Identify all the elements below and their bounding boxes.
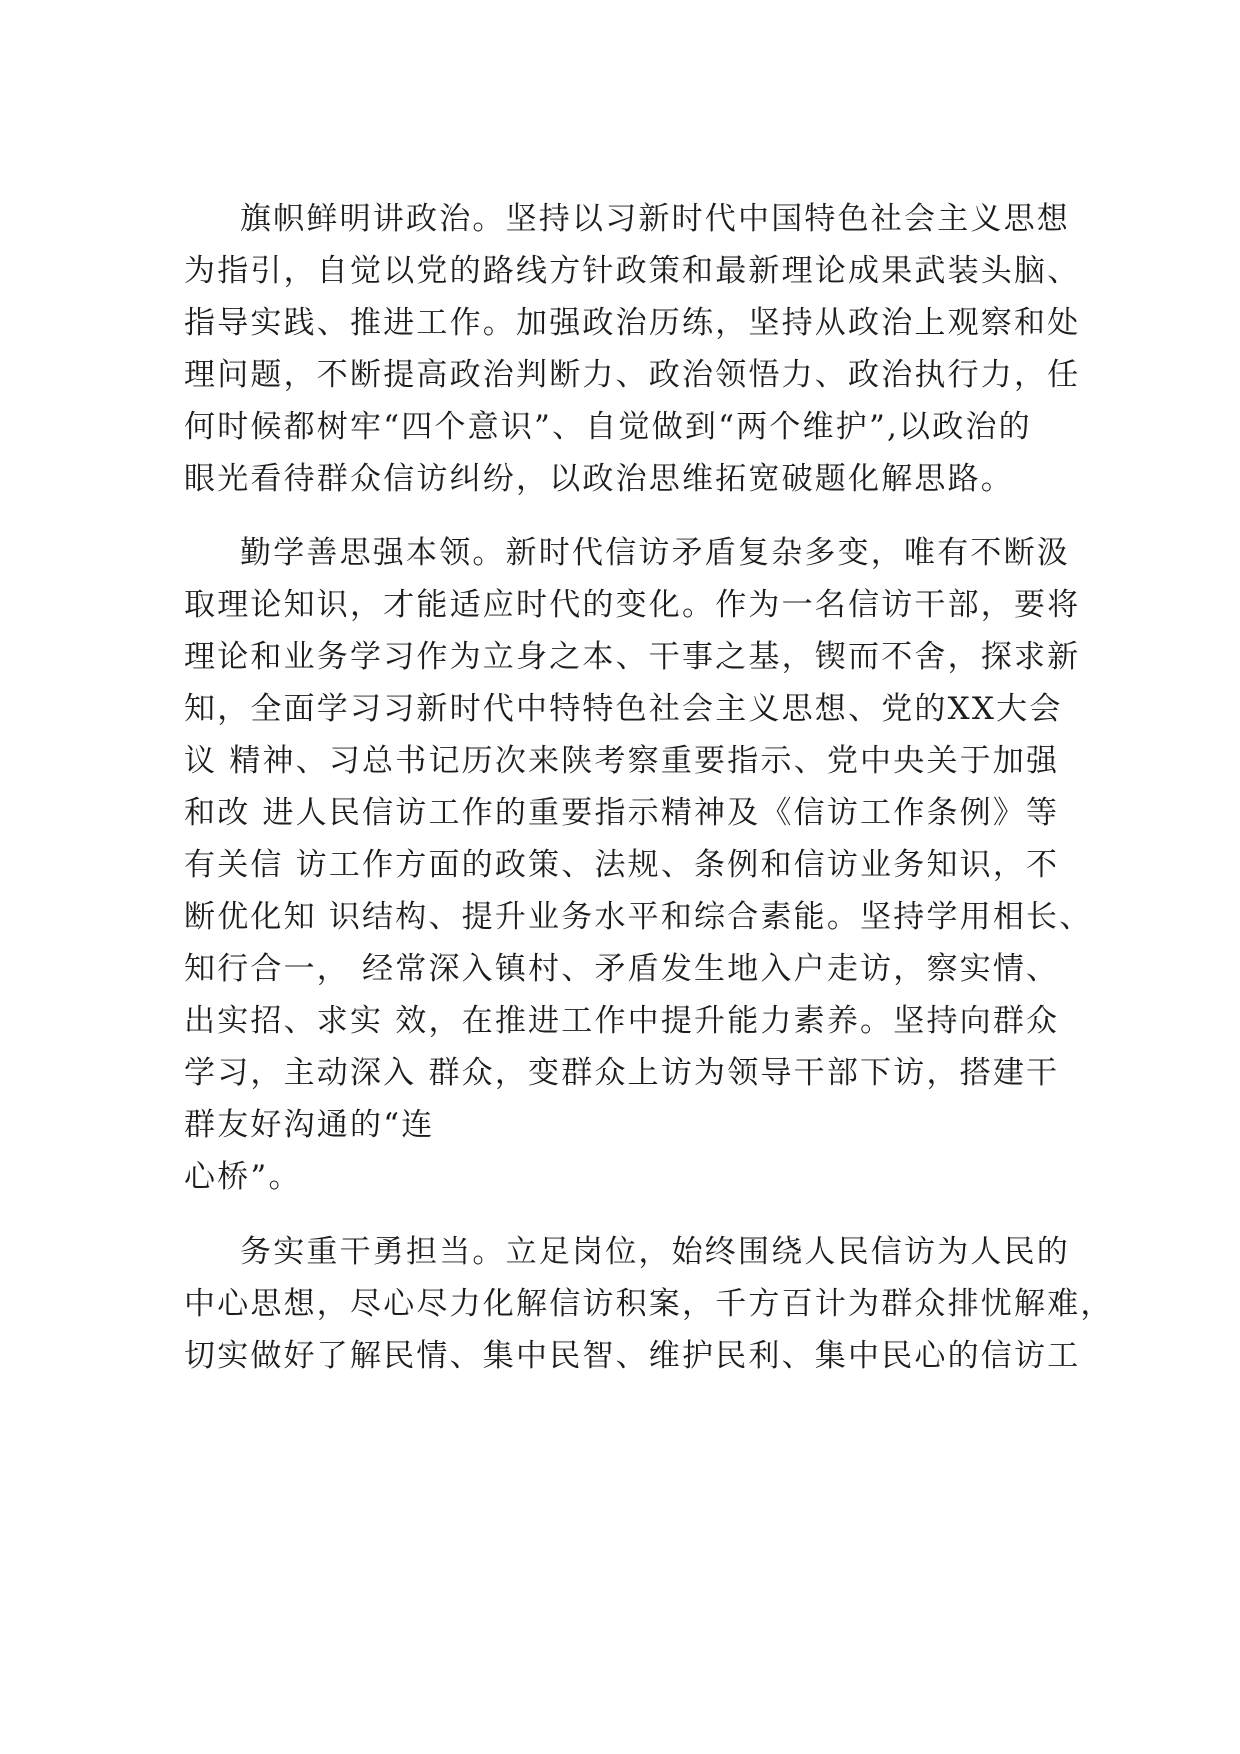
text-line: 学习，主动深入 群众，变群众上访为领导干部下访，搭建干	[184, 1055, 1060, 1091]
text-line: 何时候都树牢“四个意识”、自觉做到“两个维护”,以政治的	[184, 409, 1032, 445]
text-line: 心桥”。	[184, 1159, 302, 1195]
text-line: 有关信 访工作方面的政策、法规、条例和信访业务知识，不	[184, 847, 1060, 883]
text-line: 和改 进人民信访工作的重要指示精神及《信访工作条例》等	[184, 795, 1060, 831]
text-line: 中心思想，尽心尽力化解信访积案，千方百计为群众排忧解难，	[184, 1286, 1114, 1322]
text-line: 为指引，自觉以党的路线方针政策和最新理论成果武装头脑、	[184, 253, 1081, 289]
text-line: 知行合一， 经常深入镇村、矛盾发生地入户走访，察实情、	[184, 951, 1060, 987]
text-line: 群友好沟通的“连	[184, 1107, 435, 1143]
text-line: 取理论知识，才能适应时代的变化。作为一名信访干部，要将	[184, 587, 1081, 623]
text-line: 理论和业务学习作为立身之本、干事之基，锲而不舍，探求新	[184, 639, 1081, 675]
text-line: 理问题，不断提高政治判断力、政治领悟力、政治执行力，任	[184, 357, 1081, 393]
text-line: 断优化知 识结构、提升业务水平和综合素能。坚持学用相长、	[184, 899, 1093, 935]
text-line: 指导实践、推进工作。加强政治历练，坚持从政治上观察和处	[184, 305, 1081, 341]
text-line: 旗帜鲜明讲政治。坚持以习新时代中国特色社会主义思想	[240, 201, 1070, 237]
text-line: 眼光看待群众信访纠纷，以政治思维拓宽破题化解思路。	[184, 461, 1014, 497]
text-line: 务实重干勇担当。立足岗位，始终围绕人民信访为人民的	[240, 1234, 1070, 1270]
text-line: 议 精神、习总书记历次来陕考察重要指示、党中央关于加强	[184, 743, 1060, 779]
text-line: 知，全面学习习新时代中特特色社会主义思想、党的XX大会	[184, 691, 1063, 727]
text-line: 勤学善思强本领。新时代信访矛盾复杂多变，唯有不断汲	[240, 535, 1070, 571]
text-line: 出实招、求实 效，在推进工作中提升能力素养。坚持向群众	[184, 1003, 1060, 1039]
text-line: 切实做好了解民情、集中民智、维护民利、集中民心的信访工	[184, 1338, 1081, 1374]
